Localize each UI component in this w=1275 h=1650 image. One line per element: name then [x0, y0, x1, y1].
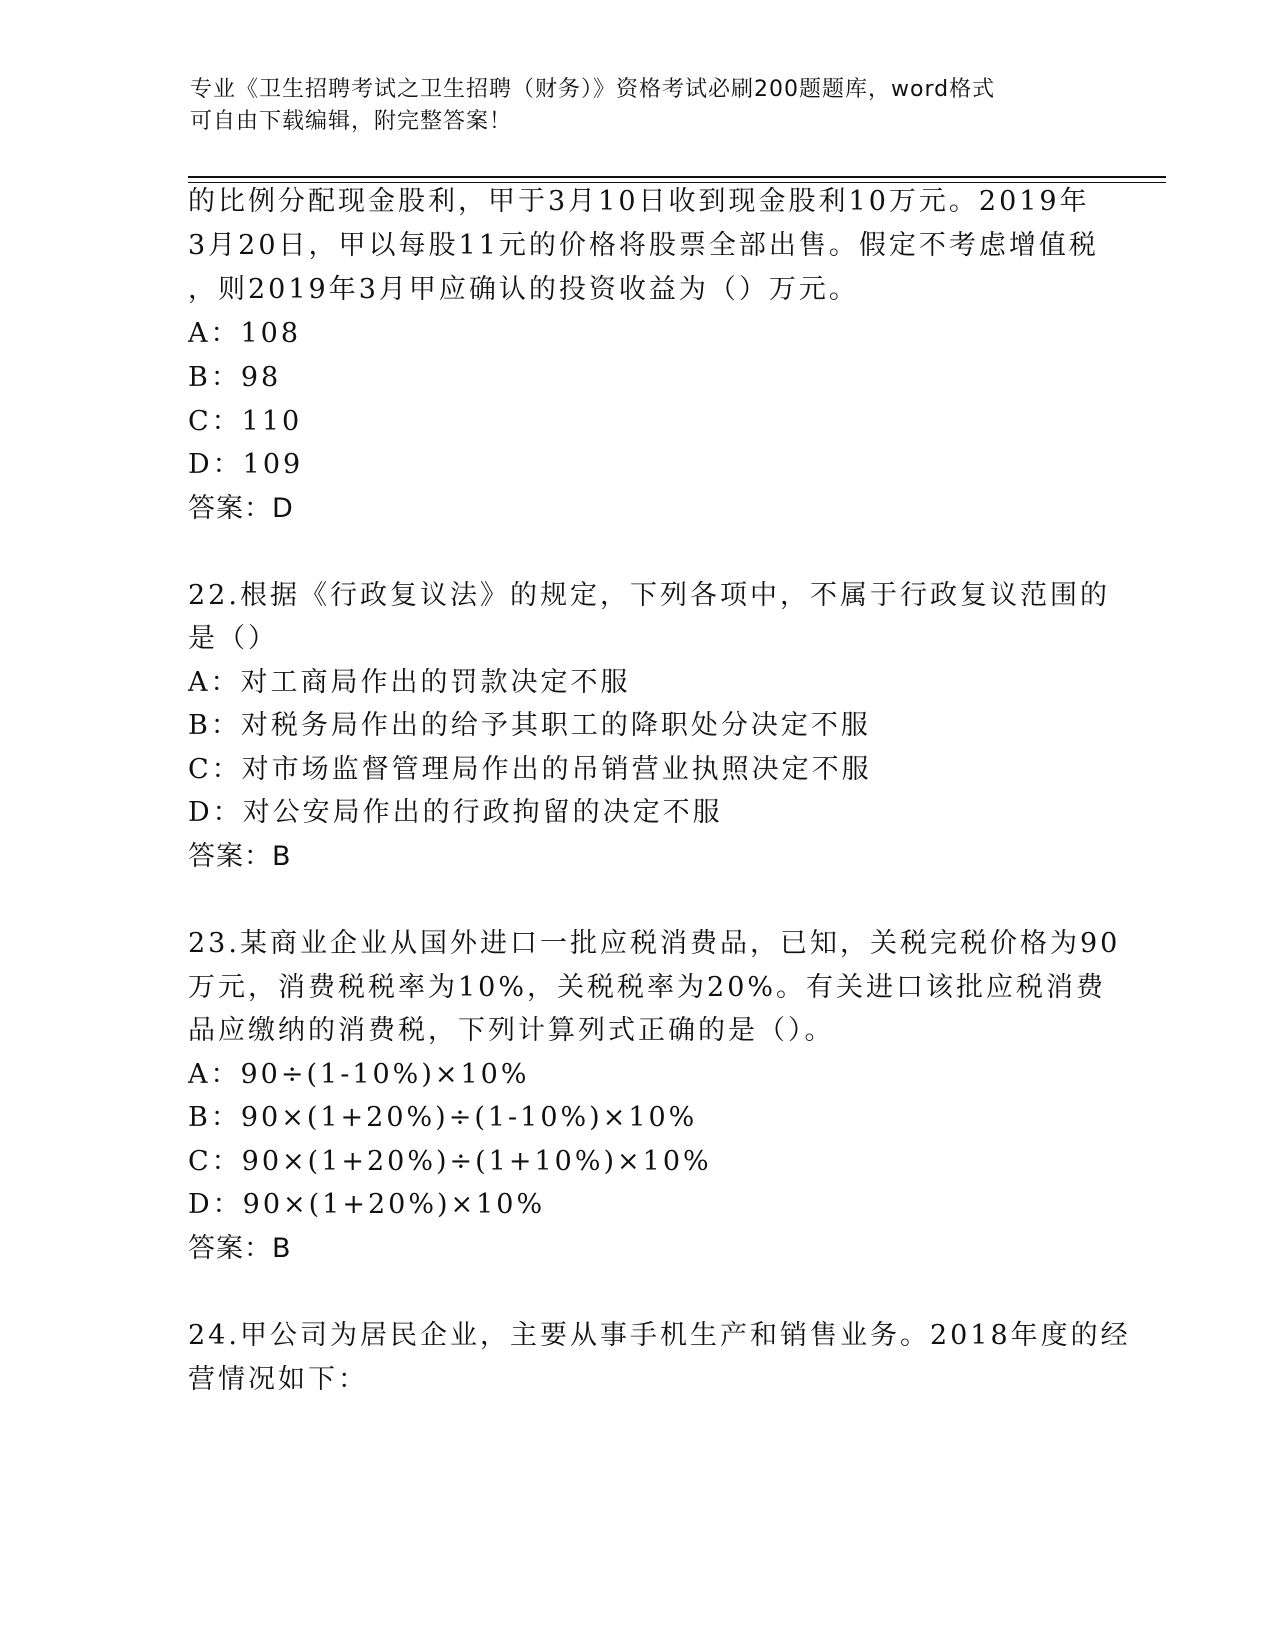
q21-stem-line-1: 的比例分配现金股利，甲于3月10日收到现金股利10万元。2019年: [188, 186, 1090, 217]
q24-stem-line-2: 营情况如下：: [188, 1364, 368, 1395]
q21-stem-line-2: 3月20日，甲以每股11元的价格将股票全部出售。假定不考虑增值税: [188, 230, 1099, 261]
q22-option-c: C：对市场监督管理局作出的吊销营业执照决定不服: [188, 754, 872, 785]
q22-option-d: D：对公安局作出的行政拘留的决定不服: [188, 797, 723, 828]
q21-answer: 答案：D: [188, 493, 294, 524]
header-line-1: 专业《卫生招聘考试之卫生招聘（财务）》资格考试必刷200题题库，word格式: [190, 77, 996, 102]
q22-stem-line-1: 22.根据《行政复议法》的规定，下列各项中，不属于行政复议范围的: [188, 580, 1110, 611]
q23-option-d: D：90×(1+20%)×10%: [188, 1189, 546, 1220]
q22-option-a: A：对工商局作出的罚款决定不服: [188, 667, 631, 698]
q23-option-a: A：90÷(1-10%)×10%: [188, 1059, 530, 1090]
q23-option-c: C：90×(1+20%)÷(1+10%)×10%: [188, 1146, 712, 1177]
q23-option-b: B：90×(1+20%)÷(1-10%)×10%: [188, 1102, 698, 1133]
q22-answer: 答案：B: [188, 841, 292, 872]
q21-option-d: D：109: [188, 449, 304, 480]
header-divider-thick: [188, 176, 1166, 178]
q23-stem-line-2: 万元，消费税税率为10%，关税税率为20%。有关进口该批应税消费: [188, 972, 1107, 1003]
q23-answer: 答案：B: [188, 1233, 292, 1264]
header-line-2: 可自由下载编辑，附完整答案！: [190, 109, 513, 134]
document-header: [190, 74, 1090, 138]
q21-stem-line-3: ，则2019年3月甲应确认的投资收益为（）万元。: [188, 274, 859, 305]
q21-option-a: A：108: [188, 318, 302, 349]
q21-option-c: C：110: [188, 406, 303, 437]
q23-stem-line-3: 品应缴纳的消费税，下列计算列式正确的是（）。: [188, 1015, 835, 1046]
header-divider-thin: [188, 182, 1166, 183]
q22-stem-line-2: 是（）: [188, 623, 278, 654]
q24-stem-line-1: 24.甲公司为居民企业，主要从事手机生产和销售业务。2018年度的经: [188, 1320, 1131, 1351]
q21-option-b: B：98: [188, 362, 282, 393]
q23-stem-line-1: 23.某商业企业从国外进口一批应税消费品，已知，关税完税价格为90: [188, 928, 1121, 959]
q22-option-b: B：对税务局作出的给予其职工的降职处分决定不服: [188, 710, 871, 741]
